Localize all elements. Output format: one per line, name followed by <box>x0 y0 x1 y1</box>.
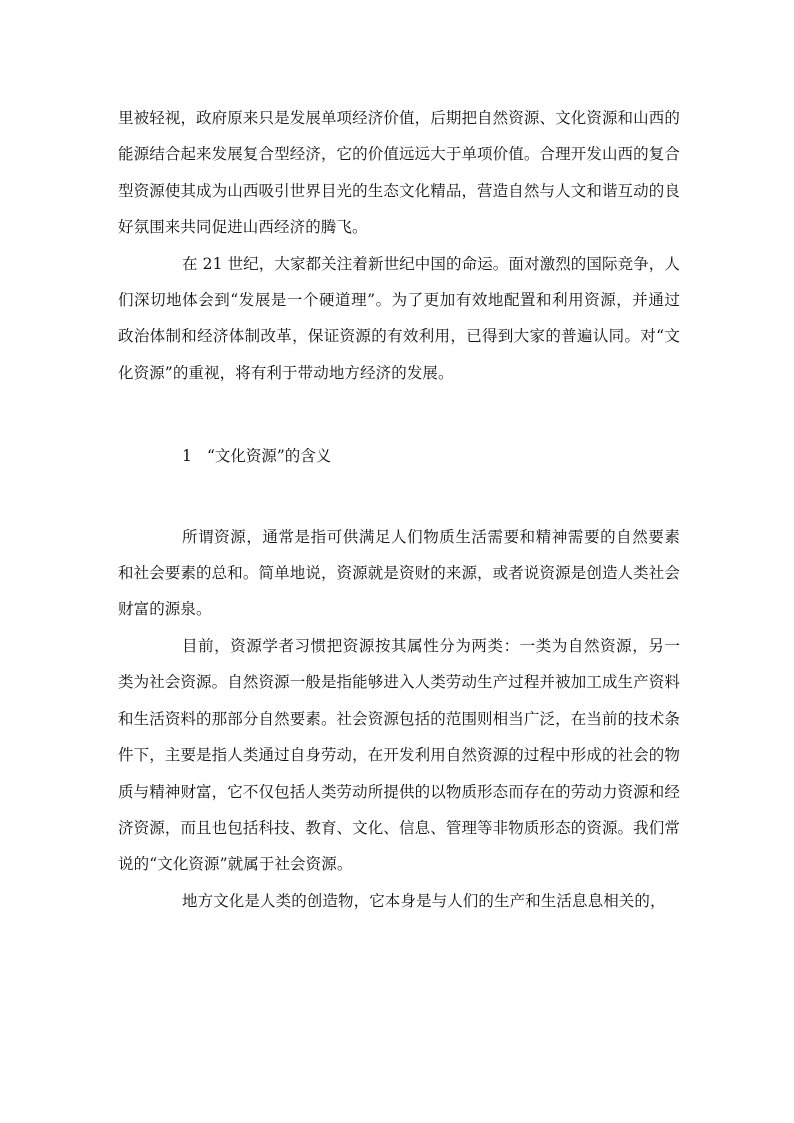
section-heading <box>118 438 680 474</box>
section-heading-number: 1 <box>182 447 192 466</box>
body-paragraph: 地方文化是人类的创造物，它本身是与人们的生产和生活息息相关的， <box>182 891 666 910</box>
body-paragraph: 里被轻视，政府原来只是发展单项经济价值，后期把自然资源、文化资源和山西的能源结合起来发展复合型经济，它的价值远远大于单项价值。合理开发山西的复合型资源使其成为山西吸引世界目光的生态文化精品，营造自然与人文和谐互动的良好氛围来共同促进山西经济的腾飞。 <box>118 109 680 237</box>
heading-spacing <box>118 475 680 519</box>
body-paragraph: 所谓资源，通常是指可供满足人们物质生活需要和精神需要的自然要素和社会要素的总和。简单地说，资源就是资财的来源，或者说资源是创造人类社会财富的源泉。 <box>118 527 680 619</box>
section-heading-title: “文化资源”的含义 <box>206 447 332 466</box>
document-body <box>118 100 680 919</box>
heading-spacing <box>118 391 680 438</box>
body-paragraph: 在 21 世纪，大家都关注着新世纪中国的命运。面对激烈的国际竞争，人们深切地体会到“发展是一个硬道理”。为了更加有效地配置和利用资源，并通过政治体制和经济体制改革，保证资源的有效利用，已得到大家的普遍认同。对“文化资源”的重视，将有利于带动地方经济的发展。 <box>118 254 680 382</box>
body-paragraph: 目前，资源学者习惯把资源按其属性分为两类：一类为自然资源，另一类为社会资源。自然资源一般是指能够进入人类劳动生产过程并被加工成生产资料和生活资料的那部分自然要素。社会资源包括的范围则相当广泛，在当前的技术条件下，主要是指人类通过自身劳动，在开发利用自然资源的过程中形成的社会的物质与精神财富，它不仅包括人类劳动所提供的以物质形态而存在的劳动力资源和经济资源，而且也包括科技、教育、文化、信息、管理等非物质形态的资源。我们常说的“文化资源”就属于社会资源。 <box>118 636 680 874</box>
